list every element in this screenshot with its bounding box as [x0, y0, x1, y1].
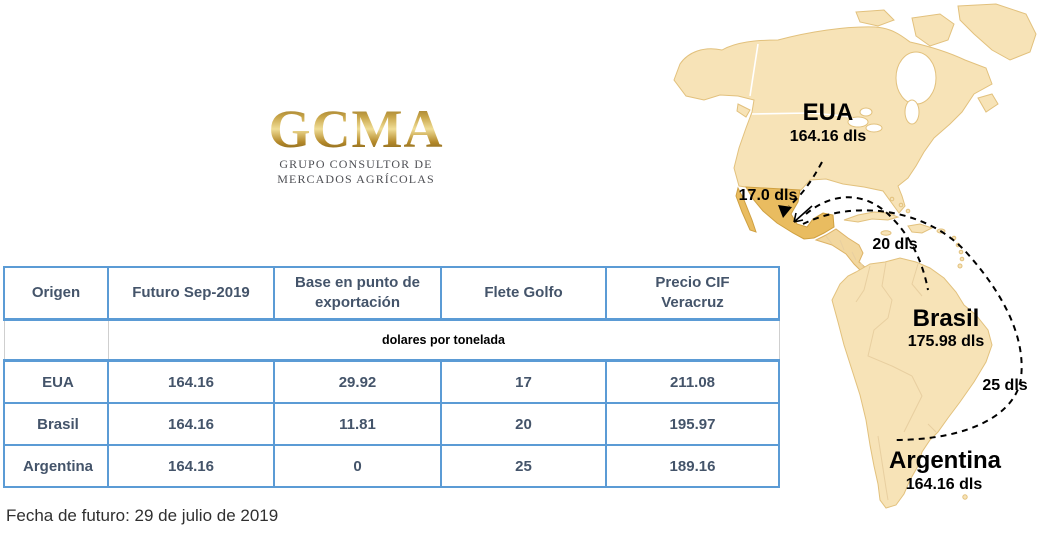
cell-origen: Argentina: [4, 445, 108, 487]
map-freight-brasil: 20 dls: [872, 236, 918, 253]
unit-label: dolares por tonelada: [108, 320, 779, 361]
future-date-note: Fecha de futuro: 29 de julio de 2019: [6, 506, 279, 525]
cell-origen: Brasil: [4, 403, 108, 445]
header-base: Base en punto de exportación: [274, 267, 441, 320]
map-label-eua: EUA: [802, 99, 854, 126]
header-flete: Flete Golfo: [441, 267, 606, 320]
cell-base: 29.92: [274, 361, 441, 404]
map-price-brasil: 175.98 dls: [907, 333, 985, 350]
cell-flete: 20: [441, 403, 606, 445]
cell-precio: 211.08: [606, 361, 779, 404]
americas-freight-map: [660, 0, 1040, 540]
unit-row-empty-cell: [4, 320, 108, 361]
gcma-logo-acronym: GCMA: [268, 99, 444, 159]
cell-futuro: 164.16: [108, 403, 274, 445]
map-label-argentina: Argentina: [888, 447, 1002, 474]
cell-futuro: 164.16: [108, 445, 274, 487]
cell-precio: 195.97: [606, 403, 779, 445]
cell-base: 0: [274, 445, 441, 487]
map-freight-argentina: 25 dls: [982, 377, 1028, 394]
cell-flete: 25: [441, 445, 606, 487]
map-freight-eua: 17.0 dls: [738, 187, 798, 204]
gcma-logo-subtitle-line1: GRUPO CONSULTOR DE: [279, 157, 433, 171]
header-futuro: Futuro Sep-2019: [108, 267, 274, 320]
map-price-eua: 164.16 dls: [789, 128, 867, 145]
cell-flete: 17: [441, 361, 606, 404]
map-label-brasil: Brasil: [912, 305, 980, 332]
veracruz-open-arrow-icon: [794, 206, 812, 222]
cell-futuro: 164.16: [108, 361, 274, 404]
cell-base: 11.81: [274, 403, 441, 445]
gcma-logo: [268, 99, 444, 187]
cell-precio: 189.16: [606, 445, 779, 487]
cell-origen: EUA: [4, 361, 108, 404]
gcma-logo-subtitle-line2: MERCADOS AGRÍCOLAS: [277, 172, 435, 187]
north-america-landmass: [674, 4, 1036, 213]
header-origen: Origen: [4, 267, 108, 320]
map-price-argentina: 164.16 dls: [905, 476, 983, 493]
header-precio: Precio CIF Veracruz: [606, 267, 779, 320]
greenland: [958, 4, 1036, 60]
